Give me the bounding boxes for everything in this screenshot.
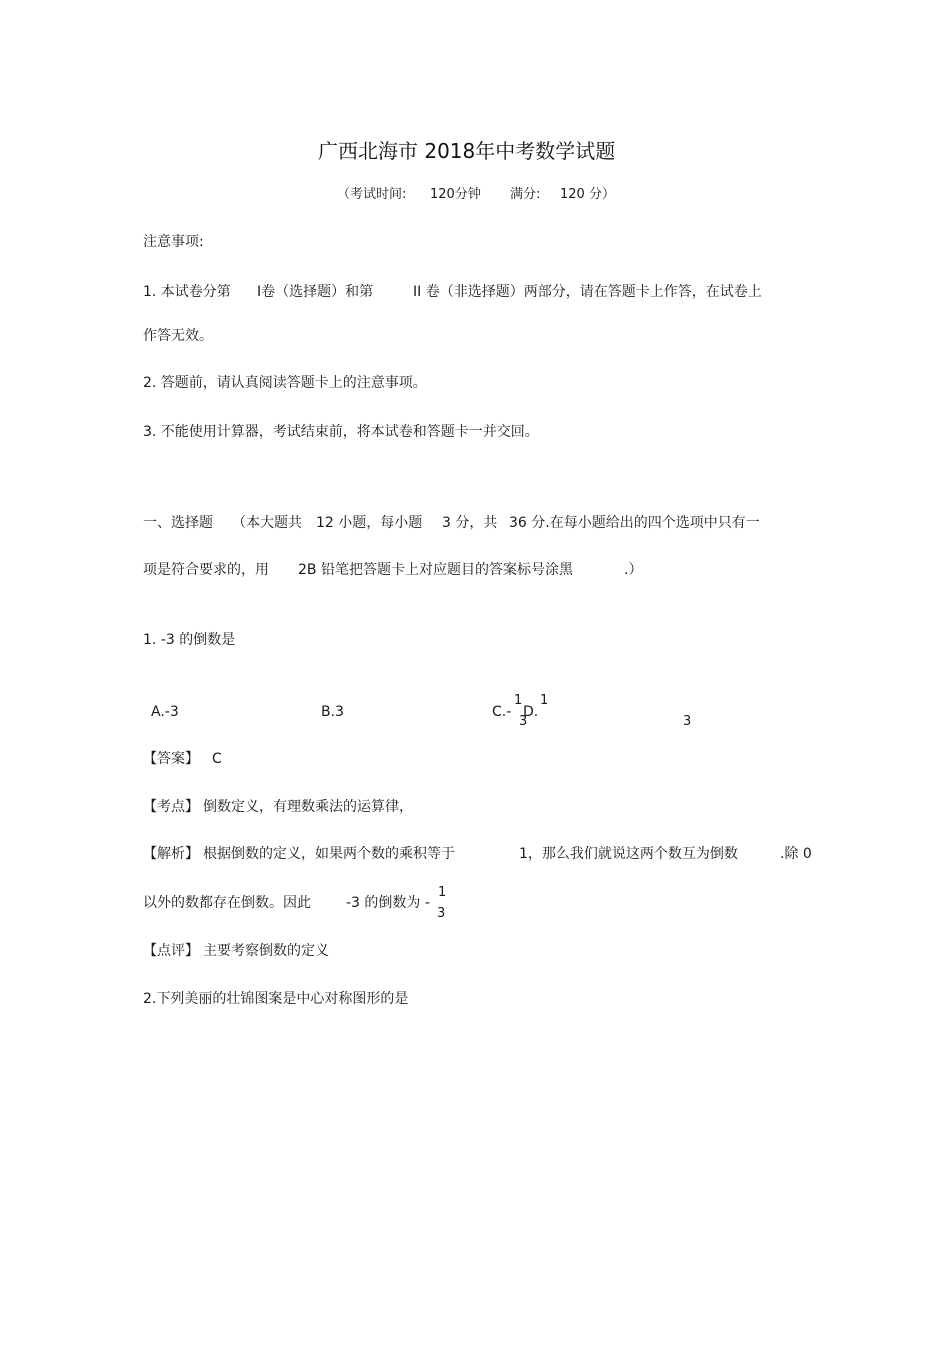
note-2: 2. 答题前，请认真阅读答题卡上的注意事项。 [143,375,427,391]
section1-line2-c: .） [624,562,643,578]
analysis-tag: 【解析】 [143,846,199,862]
question-2-stem: 2.下列美丽的壮锦图案是中心对称图形的是 [143,991,409,1007]
analysis-text-a: 根据倒数的定义，如果两个数的乘积等于 [203,846,455,862]
point-text: 倒数定义，有理数乘法的运算律， [203,799,413,815]
answer-value: C [212,751,222,767]
section1-line1-e: 36 分.在每小题给出的四个选项中只有一 [509,515,760,531]
question-1-stem: 1. -3 的倒数是 [143,632,236,648]
q1-option-b: B.3 [321,704,344,720]
analysis2-text-b: -3 的倒数为 - [346,895,430,911]
full-score: 120 分） [560,187,615,202]
review-tag: 【点评】 [143,943,199,959]
q1-option-a: A.-3 [151,704,179,720]
q1-option-d-numerator: 1 [540,693,549,708]
q1-option-d-denominator: 3 [683,714,692,729]
analysis-text-c: .除 0 [780,846,812,862]
section1-line1-b: （本大题共 [232,515,302,531]
q1-option-c-denominator: 3 [519,714,528,729]
review-text: 主要考察倒数的定义 [203,943,329,959]
section1-title: 一、选择题 [143,515,213,531]
full-score-label: 满分: [510,187,541,202]
analysis2-numerator: 1 [438,885,447,900]
answer-tag: 【答案】 [143,751,199,767]
analysis-text-b: 1，那么我们就说这两个数互为倒数 [519,846,738,862]
notes-heading: 注意事项: [143,234,204,250]
point-tag: 【考点】 [143,799,199,815]
page-title: 广西北海市 2018年中考数学试题 [318,139,616,163]
q1-option-c-prefix: C.- [492,704,512,720]
section1-line2-a: 项是符合要求的，用 [143,562,269,578]
section1-line1-c: 12 小题，每小题 [316,515,423,531]
note-1-part-d: 作答无效。 [143,328,213,344]
note-1-part-b: I卷（选择题）和第 [257,284,374,300]
exam-info-open: （考试时间: [337,187,407,202]
q1-option-d-prefix: D. [523,704,539,720]
exam-time: 120分钟 [430,187,481,202]
section1-line1-d: 3 分，共 [442,515,498,531]
q1-option-c-numerator: 1 [514,693,523,708]
note-3: 3. 不能使用计算器，考试结束前，将本试卷和答题卡一并交回。 [143,424,539,440]
analysis2-text-a: 以外的数都存在倒数。因此 [143,895,311,911]
analysis2-denominator: 3 [437,906,446,921]
note-1-part-c: II 卷（非选择题）两部分，请在答题卡上作答，在试卷上 [413,284,762,300]
note-1-part-a: 1. 本试卷分第 [143,284,231,300]
section1-line2-b: 2B 铅笔把答题卡上对应题目的答案标号涂黑 [298,562,573,578]
